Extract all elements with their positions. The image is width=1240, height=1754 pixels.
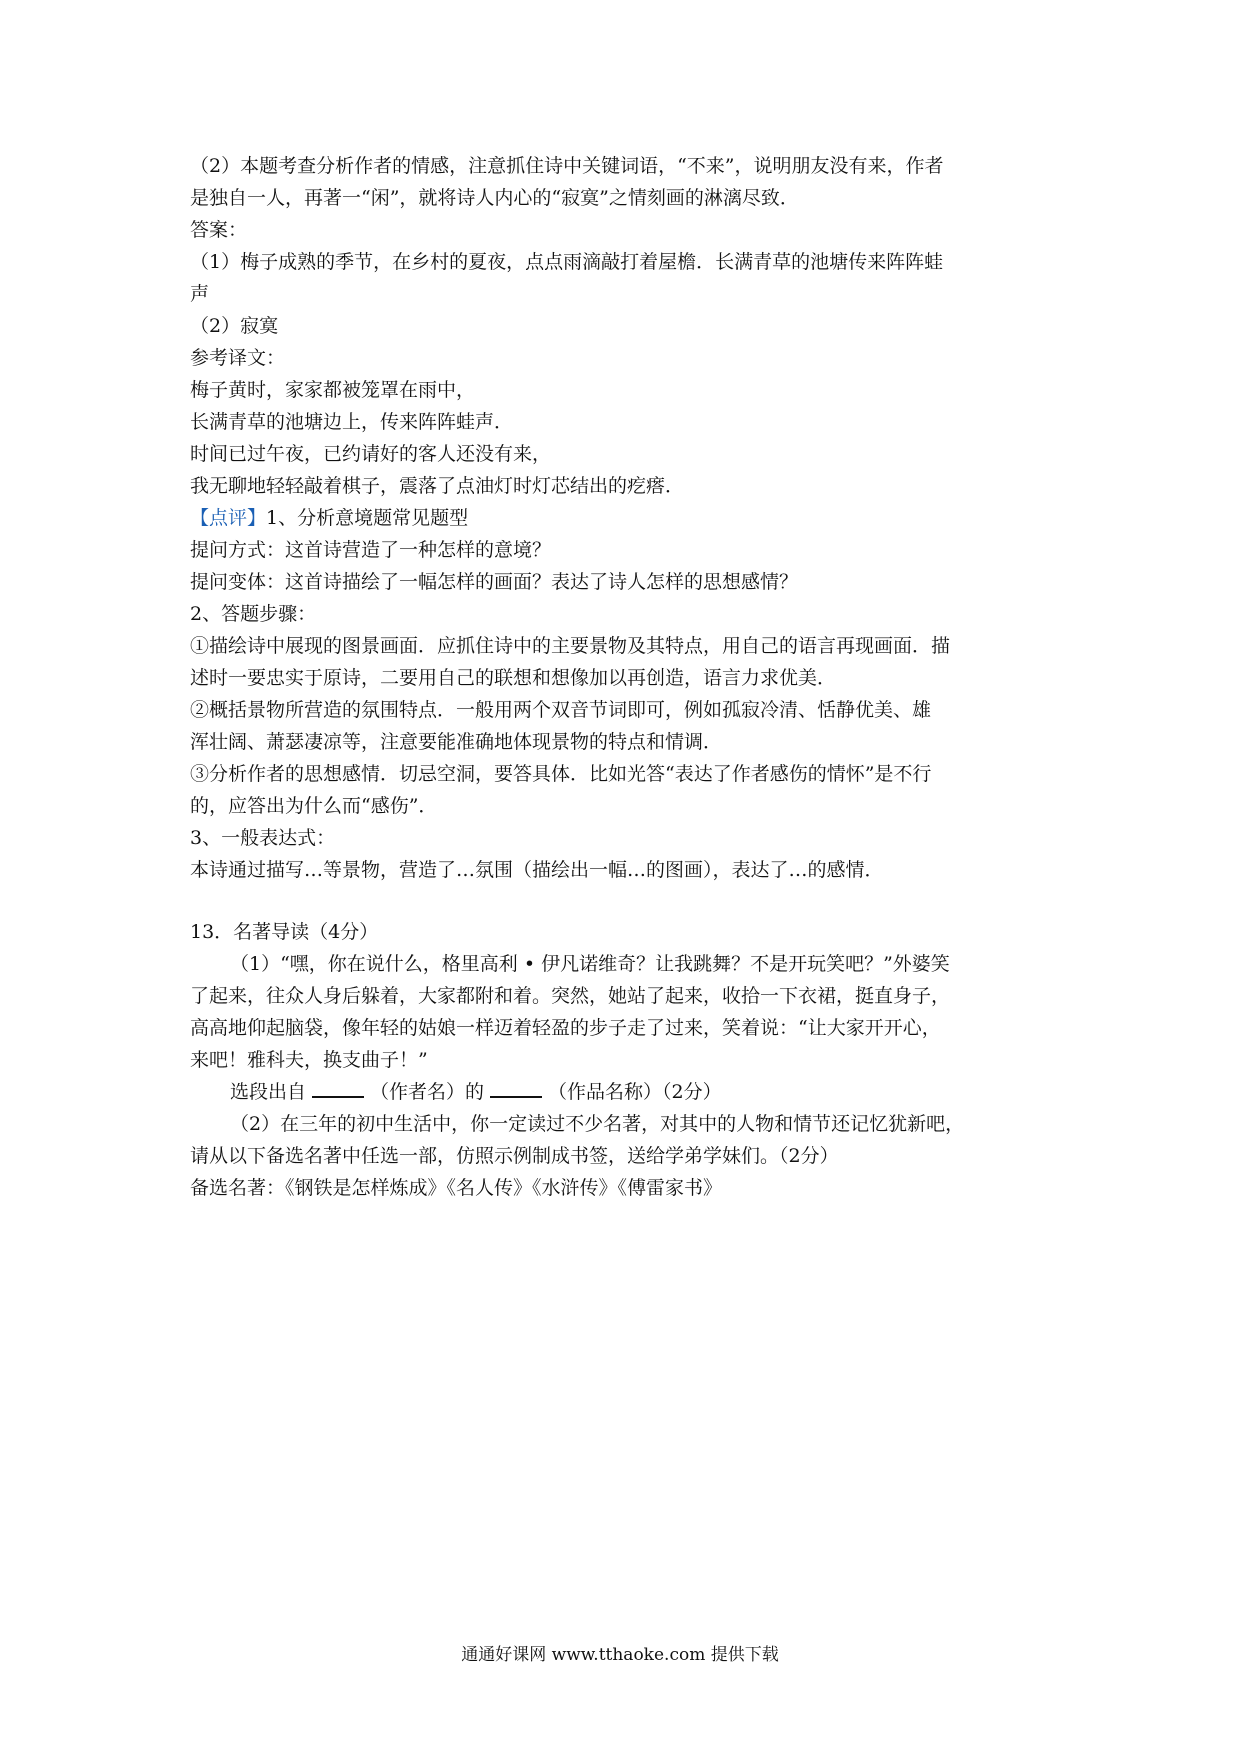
work-blank[interactable]	[490, 1078, 542, 1098]
comment-heading	[190, 502, 1070, 534]
footer-credit: 通通好课网 www.tthaoke.com 提供下载	[461, 1645, 779, 1665]
question-prompt: 请从以下备选名著中任选一部，仿照示例制成书签，送给学弟学妹们。（2分）	[190, 1145, 839, 1167]
comment-step: ③分析作者的思想感情．切忌空洞，要答具体．比如光答“表达了作者感伤的情怀”是不行	[190, 763, 932, 785]
answer-label: 答案：	[190, 219, 248, 241]
translation-label: 参考译文：	[190, 347, 286, 369]
answer-line: 声	[190, 283, 210, 305]
section-gap	[190, 886, 1070, 916]
comment-step: 的，应答出为什么而“感伤”．	[190, 795, 438, 817]
comment-formula: 本诗通过描写…等景物，营造了…氛围（描绘出一幅…的图画），表达了…的感情．	[190, 859, 884, 881]
comment-heading: 2、答题步骤：	[190, 603, 317, 625]
question-passage: 高高地仰起脑袋，像年轻的姑娘一样迈着轻盈的步子走了过来，笑着说：“让大家开开心，	[190, 1017, 941, 1039]
comment-step: ①描绘诗中展现的图景画面．应抓住诗中的主要景物及其特点，用自己的语言再现画面．描	[190, 635, 951, 657]
translation-line: 我无聊地轻轻敲着棋子，震落了点油灯时灯芯结出的疙瘩．	[190, 475, 685, 497]
comment-step: 述时一要忠实于原诗，二要用自己的联想和想像加以再创造，语言力求优美．	[190, 667, 837, 689]
fill-in-question	[190, 1076, 1070, 1108]
question-prompt: （2）在三年的初中生活中，你一定读过不少名著，对其中的人物和情节还记忆犹新吧，	[230, 1113, 965, 1135]
translation-line: 长满青草的池塘边上，传来阵阵蛙声．	[190, 411, 514, 433]
document-page	[190, 150, 1070, 1204]
author-blank[interactable]	[312, 1078, 364, 1098]
question-passage: 了起来，往众人身后躲着，大家都附和着。突然，她站了起来，收拾一下衣裙，挺直身子，	[190, 985, 951, 1007]
comment-step: ②概括景物所营造的氛围特点．一般用两个双音节词即可，例如孤寂冷清、恬静优美、雄	[190, 699, 932, 721]
translation-line: 梅子黄时，家家都被笼罩在雨中，	[190, 379, 476, 401]
question-passage: 来吧！雅科夫，换支曲子！”	[190, 1049, 428, 1071]
comment-heading: 3、一般表达式：	[190, 827, 336, 849]
translation-line: 时间已过午夜，已约请好的客人还没有来，	[190, 443, 552, 465]
question-title: 13．名著导读（4分）	[190, 921, 379, 943]
fill-prefix: 选段出自	[230, 1081, 307, 1103]
analysis-line: 是独自一人，再著一“闲”，就将诗人内心的“寂寞”之情刻画的淋漓尽致．	[190, 187, 799, 209]
fill-author-label: （作者名）的	[370, 1081, 485, 1103]
comment-step: 浑壮阔、萧瑟凄凉等，注意要能准确地体现景物的特点和情调．	[190, 731, 723, 753]
fill-work-label: （作品名称）（2分）	[548, 1081, 722, 1103]
comment-line: 提问方式：这首诗营造了一种怎样的意境？	[190, 539, 552, 561]
answer-line: （2）寂寞	[190, 315, 279, 337]
question-passage: （1）“嘿，你在说什么，格里高利 • 伊凡诺维奇？让我跳舞？不是开玩笑吧？”外婆笑	[230, 953, 950, 975]
book-options: 备选名著：《钢铁是怎样炼成》《名人传》《水浒传》《傅雷家书》	[190, 1177, 723, 1199]
comment-heading-text: 1、分析意境题常见题型	[266, 507, 469, 529]
comment-tag: 【点评】	[190, 507, 267, 529]
answer-line: （1）梅子成熟的季节，在乡村的夏夜，点点雨滴敲打着屋檐．长满青草的池塘传来阵阵蛙	[190, 251, 944, 273]
comment-line: 提问变体：这首诗描绘了一幅怎样的画面？表达了诗人怎样的思想感情？	[190, 571, 799, 593]
analysis-line: （2）本题考查分析作者的情感，注意抓住诗中关键词语，“不来”，说明朋友没有来，作者	[190, 155, 944, 177]
